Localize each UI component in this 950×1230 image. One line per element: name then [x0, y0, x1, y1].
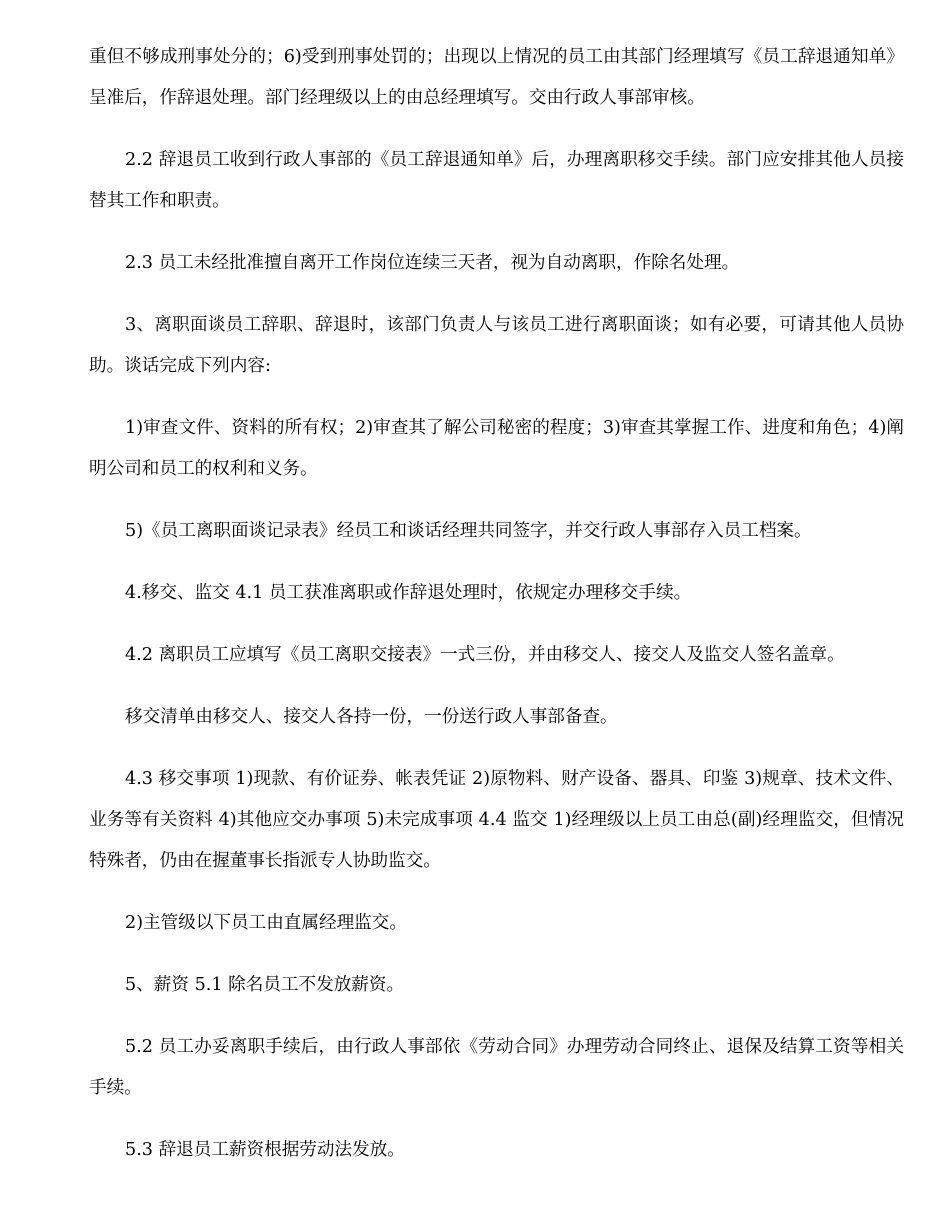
paragraph-4-1-handover: 4.移交、监交 4.1 员工获准离职或作辞退处理时，依规定办理移交手续。 — [125, 583, 692, 603]
paragraph-handover-list: 移交清单由移交人、接交人各持一份，一份送行政人事部备查。 — [125, 707, 618, 727]
paragraph-dismissal-conditions: 重但不够成刑事处分的；6)受到刑事处罚的；出现以上情况的员工由其部门经理填写《员工辞退通知单》呈准后，作辞退处理。部门经理级以上的由总经理填写。交由行政人事部审核。 — [89, 47, 904, 108]
paragraph-interview-items: 1)审查文件、资料的所有权；2)审查其了解公司秘密的程度；3)审查其掌握工作、进度和角色；4)阐明公司和员工的权利和义务。 — [89, 418, 904, 479]
paragraph-4-2-handover-form: 4.2 离职员工应填写《员工离职交接表》一式三份，并由移交人、接交人及监交人签名盖章。 — [125, 645, 845, 665]
paragraph-5-1-salary: 5、薪资 5.1 除名员工不发放薪资。 — [125, 975, 405, 995]
paragraph-interview-record: 5)《员工离职面谈记录表》经员工和谈话经理共同签字，并交行政人事部存入员工档案。 — [125, 521, 812, 541]
paragraph-2-3: 2.3 员工未经批准擅自离开工作岗位连续三天者，视为自动离职，作除名处理。 — [125, 253, 740, 273]
paragraph-2-2: 2.2 辞退员工收到行政人事部的《员工辞退通知单》后，办理离职移交手续。部门应安排其他人员接替其工作和职责。 — [89, 150, 904, 211]
paragraph-5-2-salary: 5.2 员工办妥离职手续后，由行政人事部依《劳动合同》办理劳动合同终止、退保及结算工资等相关手续。 — [89, 1037, 904, 1098]
paragraph-3-exit-interview: 3、离职面谈员工辞职、辞退时，该部门负责人与该员工进行离职面谈；如有必要，可请其他人员协助。谈话完成下列内容: — [89, 315, 904, 376]
paragraph-4-3-handover-items: 4.3 移交事项 1)现款、有价证券、帐表凭证 2)原物料、财产设备、器具、印鉴 3)规章、技术文件、业务等有关资料 4)其他应交办事项 5)未完成事项 4.4 监交 1)经理级以上员工由总(副)经理监交，但情况特殊者，仍由在握董事长指派专人协助监交。 — [89, 769, 904, 871]
paragraph-supervisor-handover: 2)主管级以下员工由直属经理监交。 — [125, 913, 407, 933]
paragraph-5-3-salary: 5.3 辞退员工薪资根据劳动法发放。 — [125, 1140, 405, 1160]
